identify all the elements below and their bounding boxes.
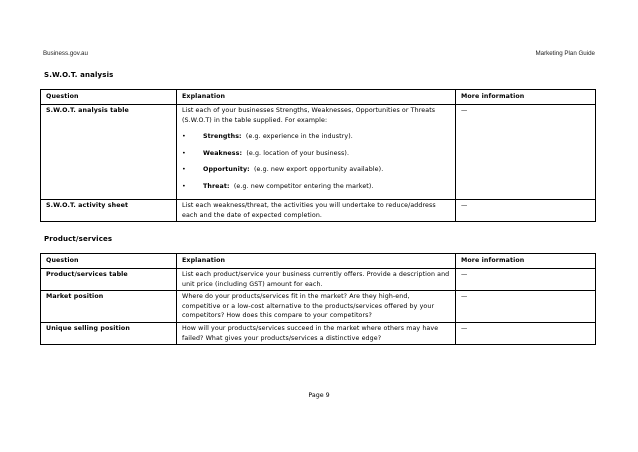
explanation-cell — [177, 105, 456, 200]
more-information-cell: — — [456, 322, 596, 344]
column-header-question: Question — [41, 90, 177, 105]
table-header-row — [41, 90, 596, 105]
list-item — [182, 132, 450, 142]
bullet-label: Threat: — [203, 182, 230, 190]
column-header-explanation: Explanation — [177, 254, 456, 269]
more-information-cell: — — [456, 269, 596, 291]
table-header-row — [41, 254, 596, 269]
column-header-explanation: Explanation — [177, 90, 456, 105]
bullet-label: Weakness: — [203, 149, 243, 157]
column-header-more-information: More information — [456, 254, 596, 269]
question-cell: S.W.O.T. analysis table — [41, 105, 177, 200]
bullet-label: Opportunity: — [203, 166, 250, 174]
site-name: Business.gov.au — [43, 50, 88, 57]
question-cell: Market position — [41, 291, 177, 323]
column-header-question: Question — [41, 254, 177, 269]
column-header-more-information: More information — [456, 90, 596, 105]
swot-table — [40, 89, 596, 222]
products-section-title: Product/services — [44, 235, 113, 243]
bullet-text: (e.g. new export opportunity available). — [254, 166, 384, 174]
list-item — [182, 182, 450, 192]
list-item — [182, 165, 450, 175]
bullet-text: (e.g. new competitor entering the market). — [233, 182, 374, 190]
explanation-cell: How will your products/services succeed in the market where others may have failed? What gives your products/services a distinctive edge? — [177, 322, 456, 344]
table-row — [41, 291, 596, 323]
bullet-label: Strengths: — [203, 133, 242, 141]
guide-title: Marketing Plan Guide — [535, 50, 595, 57]
swot-section-title: S.W.O.T. analysis — [44, 71, 114, 79]
explanation-cell: List each product/service your business currently offers. Provide a description and unit price (including GST) amount for each. — [177, 269, 456, 291]
question-cell: S.W.O.T. activity sheet — [41, 200, 177, 222]
explanation-cell: List each weakness/threat, the activities you will undertake to reduce/address each and the date of expected completion. — [177, 200, 456, 222]
table-row — [41, 269, 596, 291]
question-cell: Unique selling position — [41, 322, 177, 344]
more-information-cell: — — [456, 200, 596, 222]
table-row — [41, 200, 596, 222]
more-information-cell: — — [456, 105, 596, 200]
bullet-text: (e.g. location of your business). — [246, 149, 350, 157]
explanation-text: List each of your businesses Strengths, Weaknesses, Opportunities or Threats (S.W.O.T) in the table supplied. For example: — [182, 107, 436, 124]
swot-bullet-list — [182, 132, 450, 191]
bullet-text: (e.g. experience in the industry). — [245, 133, 353, 141]
products-table — [40, 253, 596, 345]
explanation-cell: Where do your products/services fit in the market? Are they high-end, competitive or a low-cost alternative to the products/services offered by your competitors? How does this compare to your competitors? — [177, 291, 456, 323]
page-number: Page 9 — [308, 392, 330, 399]
more-information-cell: — — [456, 291, 596, 323]
table-row — [41, 105, 596, 200]
list-item — [182, 149, 450, 159]
table-row — [41, 322, 596, 344]
question-cell: Product/services table — [41, 269, 177, 291]
